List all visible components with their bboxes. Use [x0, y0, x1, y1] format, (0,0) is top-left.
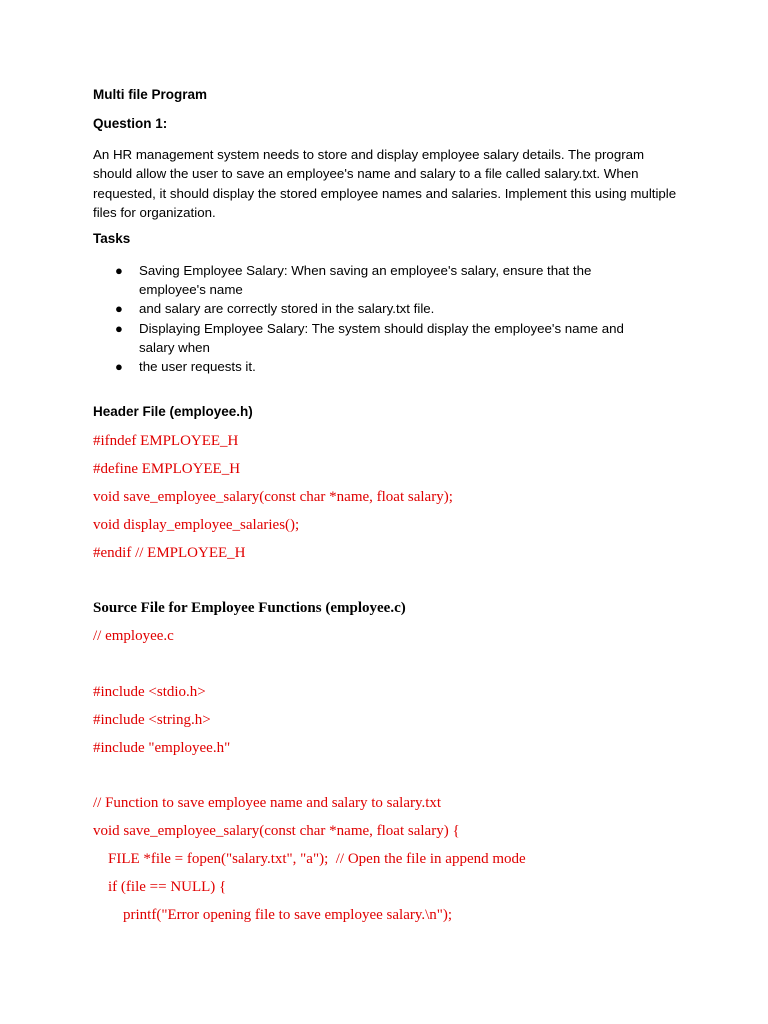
code-line: void display_employee_salaries(); — [93, 517, 300, 533]
header-file-heading: Header File (employee.h) — [93, 404, 253, 419]
task-text: Saving Employee Salary: When saving an employee's salary, ensure that the employee's name — [139, 263, 592, 298]
code-line: // employee.c — [93, 628, 174, 644]
code-line: // Function to save employee name and salary to salary.txt — [93, 795, 442, 811]
bullet-icon: ● — [115, 359, 123, 375]
question-label: Question 1: — [93, 116, 168, 131]
task-item — [93, 319, 629, 357]
task-text: Displaying Employee Salary: The system should display the employee's name and salary when — [139, 320, 624, 355]
code-line: if (file == NULL) { — [93, 879, 227, 895]
task-text: the user requests it. — [139, 359, 256, 375]
task-list — [93, 261, 693, 376]
code-line: #endif // EMPLOYEE_H — [93, 545, 246, 561]
code-line: void save_employee_salary(const char *name, float salary); — [93, 489, 453, 505]
task-text: and salary are correctly stored in the salary.txt file. — [139, 301, 435, 317]
task-item — [93, 299, 629, 318]
tasks-heading: Tasks — [93, 231, 131, 246]
code-line: #define EMPLOYEE_H — [93, 461, 241, 477]
code-line: FILE *file = fopen("salary.txt", "a"); // Open the file in append mode — [93, 851, 526, 867]
bullet-icon: ● — [115, 263, 123, 278]
bullet-icon: ● — [115, 320, 123, 336]
code-line: void save_employee_salary(const char *name, float salary) { — [93, 823, 460, 839]
source-file-heading: Source File for Employee Functions (employee.c) — [93, 600, 406, 616]
bullet-icon: ● — [115, 301, 123, 317]
task-item — [93, 261, 629, 299]
code-line: #include "employee.h" — [93, 740, 231, 756]
intro-paragraph: An HR management system needs to store and display employee salary details. The program should allow the user to save an employee's name and salary to a file called salary.txt. When requested, it should display the stored employee names and salaries. Implement this using multiple files for organization. — [93, 147, 677, 221]
code-line: printf("Error opening file to save employee salary.\n"); — [93, 907, 453, 923]
document-title: Multi file Program — [93, 87, 208, 102]
code-line: #include <stdio.h> — [93, 684, 206, 700]
task-item — [93, 357, 629, 376]
code-line: #include <string.h> — [93, 712, 211, 728]
document-page — [93, 0, 693, 1024]
code-line: #ifndef EMPLOYEE_H — [93, 433, 239, 449]
